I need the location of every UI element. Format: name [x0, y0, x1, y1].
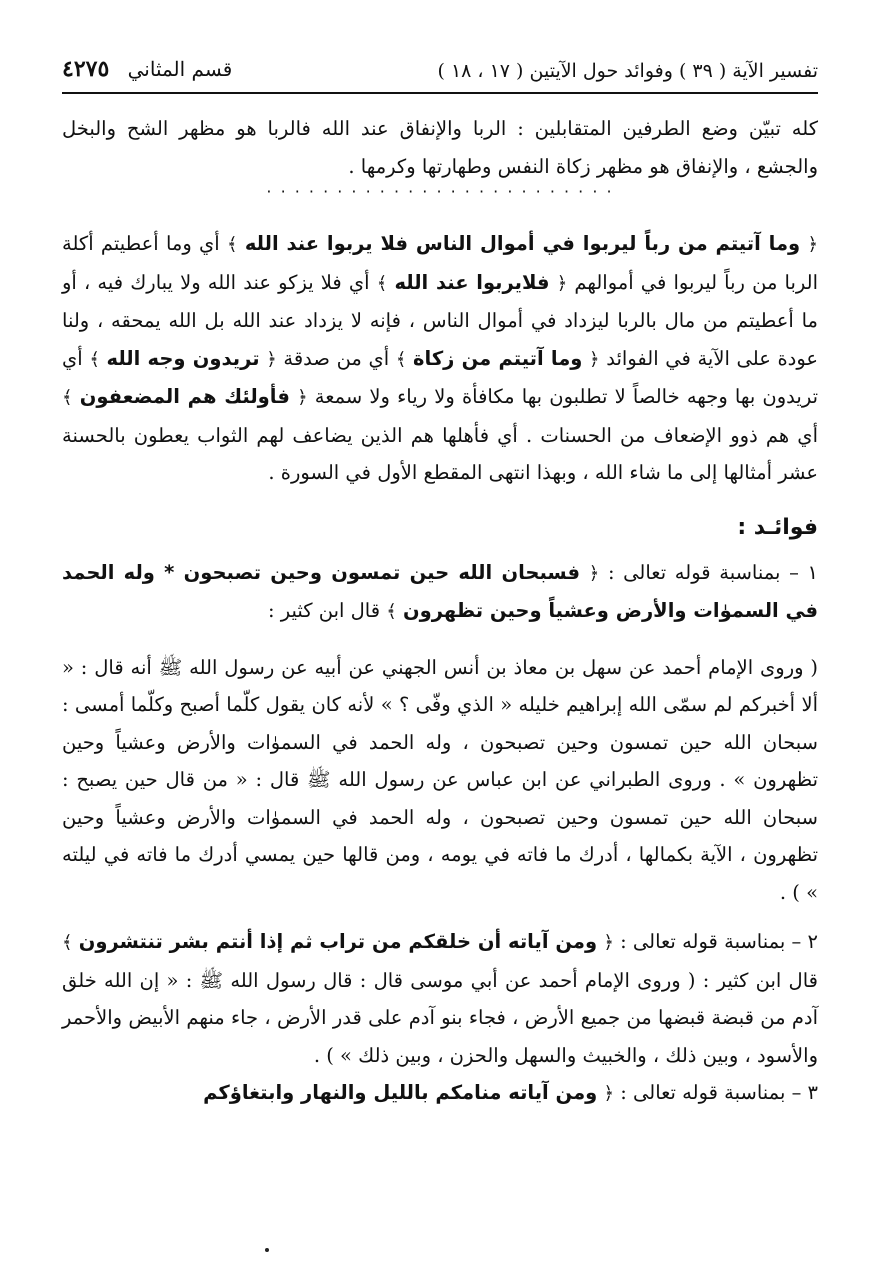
quran-verse: وما آتيتم من رباً ليربوا في أموال الناس فلا يربوا عند الله [244, 232, 801, 255]
commentary-text: أي فلا يزكو عند الله ولا يبارك فيه ، أو ما أعطيتم من مال بالربا ليزداد في أموال الناس ، فإنه لا يزداد عند الله بل الله يمحقه ، ولنا عودة على الآية في الفوائد [62, 270, 819, 370]
benefits-heading: فوائـد : [737, 514, 818, 540]
benefit-intro: ٢ – بمناسبة قوله تعالى : [620, 930, 819, 953]
intro-paragraph: كله تبيّن وضع الطرفين المتقابلين : الربا والإنفاق عند الله فالربا هو مظهر الشح والبخل والجشع ، والإنفاق هو مظهر زكاة النفس وطهارتها وكرمها . [62, 117, 818, 178]
quran-bracket-open: ﴿ [297, 387, 308, 408]
commentary-text: أي من صدقة [283, 346, 390, 370]
section-name: قسم المثاني [127, 57, 233, 81]
benefit-tail: قال ابن كثير : [267, 599, 381, 622]
quran-bracket-open: ﴿ [589, 348, 600, 370]
quran-bracket-open: ﴿ [603, 932, 614, 953]
quran-bracket-open: ﴿ [588, 562, 600, 584]
quran-verse: تريدون وجه الله [106, 346, 260, 370]
page-mark-dot [265, 1248, 269, 1252]
running-title: تفسير الآية ( ٣٩ ) وفوائد حول الآيتين ( ١٧ ، ١٨ ) [437, 60, 818, 82]
page-header [62, 52, 818, 94]
quran-bracket-close: ﴾ [376, 272, 388, 294]
book-page [62, 52, 818, 1113]
quran-verse: فلايربوا عند الله [394, 270, 550, 294]
commentary-text: أي وما أعطيتم أكلة الربا من رباً ليربوا في أموالهم [62, 232, 819, 294]
quran-bracket-close: ﴾ [62, 932, 73, 953]
benefit-intro: ١ – بمناسبة قوله تعالى : [607, 560, 819, 584]
verse-explanation-paragraph [62, 225, 818, 492]
quran-verse: فسبحان الله حين تمسون وحين تصبحون * وله الحمد في السموٰات والأرض وعشياً وحين تظهرون [62, 560, 818, 622]
commentary-text: أي تريدون بها وجهه خالصاً لا تطلبون بها مكافأة ولا رياء ولا سمعة [62, 346, 819, 408]
quran-verse: فأولئك هم المضعفون [79, 385, 290, 408]
quran-verse: ومن آياته أن خلقكم من تراب ثم إذا أنتم بشر تنتشرون [78, 930, 598, 953]
quran-bracket-open: ﴿ [266, 348, 277, 370]
hadith-quote-1: ( وروى الإمام أحمد عن سهل بن معاذ بن أنس الجهني عن أبيه عن رسول الله ﷺ أنه قال : « ألا أخبركم لم سمّى الله إبراهيم خليله « الذي وفّى ؟ » لأنه كان يقول كلّما أصبح وكلّما أمسى : سبحان الله حين تمسون وحين تصبحون ، وله الحمد في السموٰات والأرض وعشياً وحين تظهرون » . وروى الطبراني عن ابن عباس عن رسول الله ﷺ قال : « من قال حين يصبح : سبحان الله حين تمسون وحين تصبحون ، وله الحمد في السموٰات والأرض وعشياً وحين تظهرون ، الآية بكمالها ، أدرك ما فاته في يومه ، ومن قالها حين يمسي أدرك ما فاته في ليلته » ) . [62, 655, 818, 904]
benefit-tail: قال ابن كثير : ( وروى الإمام أحمد عن أبي موسى قال : قال رسول الله ﷺ : « إن الله خلق آدم من قبضة قبضها من جميع الأرض ، فجاء بنو آدم على قدر الأرض ، جاء منهم الأبيض والأحمر والأسود ، وبين ذلك ، والخبيث والسهل والحزن ، وبين ذلك » ) . [62, 968, 818, 1067]
quran-bracket-open: ﴿ [807, 234, 818, 255]
dotted-separator: · · · · · · · · · · · · · · · · · · · · · · · · · [266, 182, 614, 201]
quran-bracket-close: ﴾ [89, 348, 100, 370]
benefit-item-3 [62, 1074, 818, 1113]
quran-bracket-open: ﴿ [556, 272, 568, 294]
quran-bracket-close: ﴾ [227, 234, 238, 255]
page-number: ٤٢٧٥ [62, 56, 110, 82]
quran-bracket-close: ﴾ [395, 348, 407, 370]
quran-bracket-open: ﴿ [603, 1083, 615, 1104]
quran-verse: وما آتيتم من زكاة [413, 346, 583, 370]
quran-bracket-close: ﴾ [386, 601, 397, 622]
benefit-intro: ٣ – بمناسبة قوله تعالى : [620, 1081, 818, 1104]
benefit-item-2 [62, 923, 818, 1074]
quran-bracket-close: ﴾ [62, 387, 73, 408]
quran-verse: ومن آياته منامكم بالليل والنهار وابتغاؤكم [203, 1081, 598, 1104]
commentary-text: أي هم ذوو الإضعاف من الحسنات . أي فأهلها هم الذين يضاعف لهم الثواب يعطون بالحسنة عشر أمثالها إلى ما شاء الله ، وبهذا انتهى المقطع الأول في السورة . [62, 423, 818, 484]
benefit-item-1 [62, 554, 818, 631]
section-and-page [62, 56, 232, 82]
